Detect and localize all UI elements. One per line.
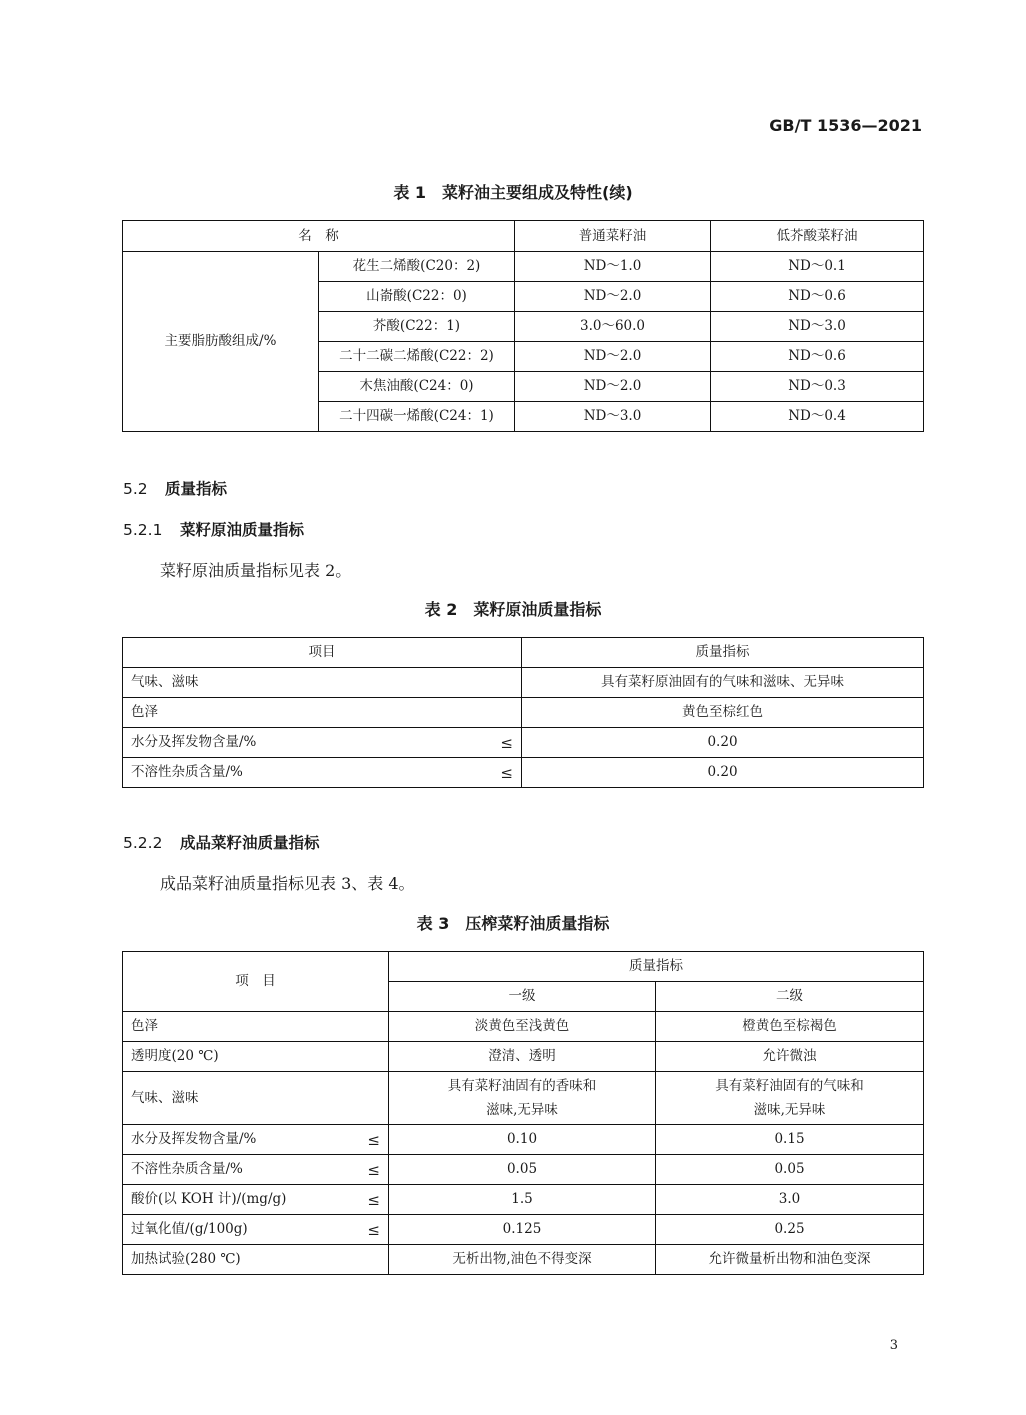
table1-header-col2: 低芥酸菜籽油 [711,221,924,252]
table1-cell-v2: ND～3.0 [711,312,924,342]
table1-cell-v2: ND～0.3 [711,372,924,402]
table3-cell-grade1: 0.10 [389,1125,656,1155]
table-row [123,1125,924,1155]
table2-cell-value: 具有菜籽原油固有的气味和滋味、无异味 [522,668,924,698]
table1-cell-v1: ND～2.0 [515,342,711,372]
section-5-2-heading [123,477,227,499]
table1-cell-v2: ND～0.1 [711,252,924,282]
table2-cell-value: 黄色至棕红色 [522,698,924,728]
table1-header-row [123,221,924,252]
table1-cell-name: 山嵛酸(C22：0) [319,282,515,312]
table1-title: 表 1 菜籽油主要组成及特性(续) [393,183,633,202]
table3-title: 表 3 压榨菜籽油质量指标 [416,914,610,933]
table2-title: 表 2 菜籽原油质量指标 [424,600,602,619]
table3-cell-item [123,1245,389,1275]
item-label: 色泽 [131,1018,158,1035]
table2-header-row [123,638,924,668]
table1-cell-v1: ND～2.0 [515,372,711,402]
table3-header-grade1: 一级 [389,982,656,1012]
item-label: 水分及挥发物含量/% [131,733,257,750]
le-sign: ≤ [367,1130,380,1149]
table3-header-grade2: 二级 [656,982,924,1012]
table-row [123,1245,924,1275]
table1-group-label: 主要脂肪酸组成/% [123,252,319,432]
table1-cell-name: 芥酸(C22：1) [319,312,515,342]
table3-cell-grade1: 无析出物,油色不得变深 [389,1245,656,1275]
table-row [123,1185,924,1215]
table-row [123,728,924,758]
table3 [122,951,924,1275]
table3-cell-item [123,1185,389,1215]
item-label: 过氧化值/(g/100g) [131,1220,248,1237]
table1-cell-name: 二十四碳一烯酸(C24：1) [319,402,515,432]
item-label: 加热试验(280 ℃) [131,1251,241,1268]
item-label: 水分及挥发物含量/% [131,1130,257,1147]
item-label: 不溶性杂质含量/% [131,1160,243,1177]
table1-cell-v2: ND～0.4 [711,402,924,432]
table2-cell-item [123,668,522,698]
item-label: 不溶性杂质含量/% [131,763,243,780]
item-label: 气味、滋味 [131,1090,199,1106]
table1-cell-v1: 3.0～60.0 [515,312,711,342]
table3-cell-grade2: 允许微浊 [656,1042,924,1072]
le-sign: ≤ [367,1190,380,1209]
table3-cell-item [123,1215,389,1245]
table1-cell-v1: ND～3.0 [515,402,711,432]
table3-cell-grade1: 澄清、透明 [389,1042,656,1072]
table3-cell-item [123,1042,389,1072]
le-sign: ≤ [500,733,513,752]
table2-header-index: 质量指标 [522,638,924,668]
table3-header-row [123,952,924,982]
standard-number: GB/T 1536—2021 [769,116,922,135]
paragraph-5-2-1: 菜籽原油质量指标见表 2。 [160,561,352,580]
le-sign: ≤ [500,763,513,782]
table-row [123,1155,924,1185]
item-label: 透明度(20 ℃) [131,1048,219,1065]
table1-cell-v1: ND～2.0 [515,282,711,312]
section-number: 5.2.2 [123,834,163,852]
table1-header-name: 名 称 [123,221,515,252]
table-row [123,698,924,728]
table2-cell-item [123,698,522,728]
table-row [123,1215,924,1245]
table3-cell-grade2: 具有菜籽油固有的气味和 滋味,无异味 [656,1072,924,1125]
table2-cell-item [123,728,522,758]
table3-cell-grade1: 1.5 [389,1185,656,1215]
table3-cell-grade2: 3.0 [656,1185,924,1215]
table3-header-item: 项 目 [123,952,389,1012]
table1-cell-name: 花生二烯酸(C20：2) [319,252,515,282]
table3-cell-grade2: 0.15 [656,1125,924,1155]
table3-cell-grade2: 0.25 [656,1215,924,1245]
table3-cell-grade1: 0.125 [389,1215,656,1245]
paragraph-5-2-2: 成品菜籽油质量指标见表 3、表 4。 [160,874,415,893]
item-label: 气味、滋味 [131,674,199,691]
table2 [122,637,924,788]
table-row [123,252,924,282]
table3-cell-item [123,1072,389,1125]
item-label: 酸价(以 KOH 计)/(mg/g) [131,1190,287,1207]
section-5-2-1-heading [123,518,304,540]
table-row [123,1012,924,1042]
le-sign: ≤ [367,1160,380,1179]
section-title: 质量指标 [165,480,228,498]
le-sign: ≤ [367,1220,380,1239]
table3-cell-grade1: 淡黄色至浅黄色 [389,1012,656,1042]
item-label: 色泽 [131,704,158,721]
table-row [123,1042,924,1072]
table3-cell-grade2: 0.05 [656,1155,924,1185]
table1-cell-name: 木焦油酸(C24：0) [319,372,515,402]
table1-cell-v1: ND～1.0 [515,252,711,282]
table-row [123,668,924,698]
table1-cell-v2: ND～0.6 [711,282,924,312]
table3-cell-grade2: 允许微量析出物和油色变深 [656,1245,924,1275]
table3-header-index: 质量指标 [389,952,924,982]
page-number: 3 [889,1338,898,1353]
table-row [123,758,924,788]
table1 [122,220,924,432]
section-title: 菜籽原油质量指标 [180,521,305,539]
section-number: 5.2 [123,480,148,498]
table1-cell-v2: ND～0.6 [711,342,924,372]
table3-cell-item [123,1125,389,1155]
table-row [123,1072,924,1125]
table3-cell-grade1: 0.05 [389,1155,656,1185]
section-5-2-2-heading [123,831,320,853]
section-number: 5.2.1 [123,521,163,539]
table2-cell-item [123,758,522,788]
table2-cell-value: 0.20 [522,758,924,788]
table3-cell-grade1: 具有菜籽油固有的香味和 滋味,无异味 [389,1072,656,1125]
section-title: 成品菜籽油质量指标 [180,834,320,852]
table1-header-col1: 普通菜籽油 [515,221,711,252]
table1-cell-name: 二十二碳二烯酸(C22：2) [319,342,515,372]
table2-cell-value: 0.20 [522,728,924,758]
table2-header-item: 项目 [123,638,522,668]
table3-cell-item [123,1155,389,1185]
table3-cell-item [123,1012,389,1042]
table3-cell-grade2: 橙黄色至棕褐色 [656,1012,924,1042]
